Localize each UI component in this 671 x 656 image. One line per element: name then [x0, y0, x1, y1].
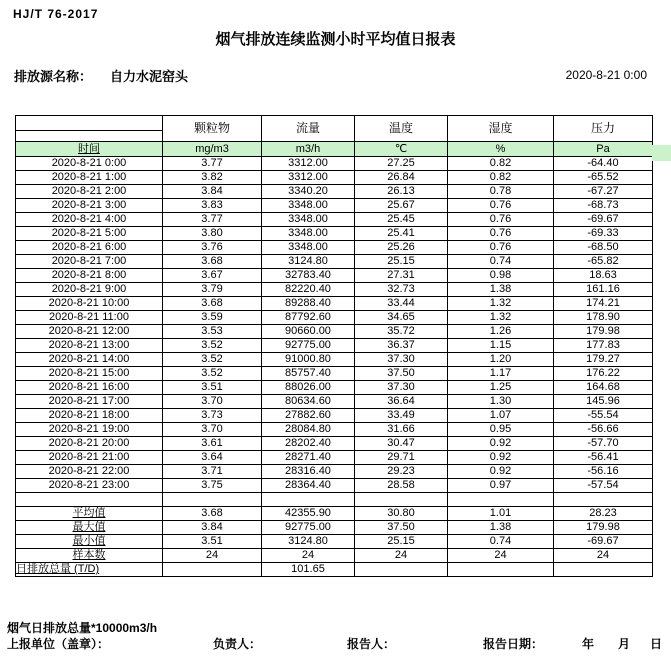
time-cell: 2020-8-21 12:00 — [16, 325, 163, 339]
value-cell: 3.68 — [163, 297, 262, 311]
corner-cell-bottom — [16, 131, 163, 142]
value-cell: -69.33 — [554, 227, 653, 241]
value-cell: 37.50 — [355, 367, 448, 381]
table-row — [16, 423, 653, 437]
value-cell: 3.71 — [163, 465, 262, 479]
summary-value-cell: 0.74 — [448, 535, 554, 549]
empty-cell — [262, 493, 355, 507]
value-cell: 3348.00 — [262, 199, 355, 213]
column-header-humidity: 湿度 — [448, 116, 554, 142]
value-cell: 89288.40 — [262, 297, 355, 311]
summary-value-cell: -69.67 — [554, 535, 653, 549]
table-row — [16, 311, 653, 325]
value-cell: 28364.40 — [262, 479, 355, 493]
time-header-label: 时间 — [78, 142, 100, 155]
summary-label: 最小值 — [72, 535, 106, 547]
table-row — [16, 479, 653, 493]
time-cell: 2020-8-21 9:00 — [16, 283, 163, 297]
summary-value-cell: 28.23 — [554, 507, 653, 521]
value-cell: -56.66 — [554, 423, 653, 437]
time-cell: 2020-8-21 20:00 — [16, 437, 163, 451]
value-cell: 31.66 — [355, 423, 448, 437]
value-cell: 3.67 — [163, 269, 262, 283]
table-row — [16, 213, 653, 227]
value-cell: 0.92 — [448, 437, 554, 451]
table-row — [16, 255, 653, 269]
spacer-row — [16, 493, 653, 507]
summary-row — [16, 563, 653, 577]
value-cell: 33.49 — [355, 409, 448, 423]
value-cell: 1.17 — [448, 367, 554, 381]
summary-value-cell: 24 — [355, 549, 448, 563]
value-cell: 80634.60 — [262, 395, 355, 409]
table-row — [16, 339, 653, 353]
summary-value-cell: 24 — [554, 549, 653, 563]
value-cell: 25.41 — [355, 227, 448, 241]
unit-cell-pressure: Pa — [554, 142, 653, 157]
value-cell: 0.97 — [448, 479, 554, 493]
value-cell: 1.38 — [448, 283, 554, 297]
source-name-value: 自力水泥窑头 — [110, 69, 189, 84]
table-row — [16, 283, 653, 297]
time-cell: 2020-8-21 18:00 — [16, 409, 163, 423]
value-cell: 28271.40 — [262, 451, 355, 465]
value-cell: 90660.00 — [262, 325, 355, 339]
value-cell: 164.68 — [554, 381, 653, 395]
value-cell: 0.92 — [448, 451, 554, 465]
time-cell: 2020-8-21 14:00 — [16, 353, 163, 367]
corner-cell-top — [16, 116, 163, 131]
source-name-label: 排放源名称： — [14, 69, 93, 84]
value-cell: 91000.80 — [262, 353, 355, 367]
value-cell: 3.70 — [163, 423, 262, 437]
value-cell: 25.67 — [355, 199, 448, 213]
summary-value-cell: 3.68 — [163, 507, 262, 521]
value-cell: 1.20 — [448, 353, 554, 367]
summary-label-cell — [16, 507, 163, 521]
time-cell: 2020-8-21 8:00 — [16, 269, 163, 283]
unit-cell-particulate: mg/m3 — [163, 142, 262, 157]
pollutant-header-row — [16, 116, 653, 131]
footer-note: 烟气日排放总量*10000m3/h — [7, 621, 158, 635]
value-cell: 0.95 — [448, 423, 554, 437]
report-timestamp: 2020-8-21 0:00 — [565, 68, 647, 82]
value-cell: -68.73 — [554, 199, 653, 213]
value-cell: 27.25 — [355, 157, 448, 171]
time-cell: 2020-8-21 11:00 — [16, 311, 163, 325]
empty-cell — [554, 493, 653, 507]
value-cell: 3312.00 — [262, 171, 355, 185]
summary-row — [16, 549, 653, 563]
value-cell: 0.76 — [448, 241, 554, 255]
value-cell: 1.32 — [448, 311, 554, 325]
summary-row — [16, 535, 653, 549]
month-label: 月 — [618, 637, 631, 651]
time-cell: 2020-8-21 6:00 — [16, 241, 163, 255]
responsible-person-label: 负责人： — [213, 637, 262, 651]
value-cell: 3.52 — [163, 353, 262, 367]
value-cell: 25.26 — [355, 241, 448, 255]
summary-value-cell: 24 — [163, 549, 262, 563]
value-cell: 37.30 — [355, 381, 448, 395]
value-cell: 3.68 — [163, 255, 262, 269]
value-cell: 0.82 — [448, 171, 554, 185]
value-cell: -56.41 — [554, 451, 653, 465]
value-cell: 1.07 — [448, 409, 554, 423]
summary-value-cell: 1.01 — [448, 507, 554, 521]
value-cell: 177.83 — [554, 339, 653, 353]
table-row — [16, 297, 653, 311]
summary-value-cell — [554, 563, 653, 577]
value-cell: 27882.60 — [262, 409, 355, 423]
value-cell: 87792.60 — [262, 311, 355, 325]
table-row — [16, 325, 653, 339]
value-cell: 179.98 — [554, 325, 653, 339]
time-cell: 2020-8-21 19:00 — [16, 423, 163, 437]
summary-value-cell: 42355.90 — [262, 507, 355, 521]
value-cell: 0.78 — [448, 185, 554, 199]
value-cell: 18.63 — [554, 269, 653, 283]
value-cell: 3312.00 — [262, 157, 355, 171]
value-cell: 174.21 — [554, 297, 653, 311]
reporter-label: 报告人： — [347, 637, 396, 651]
value-cell: -57.54 — [554, 479, 653, 493]
time-cell: 2020-8-21 10:00 — [16, 297, 163, 311]
value-cell: 0.92 — [448, 465, 554, 479]
value-cell: 3.77 — [163, 157, 262, 171]
value-cell: 1.26 — [448, 325, 554, 339]
day-label: 日 — [650, 637, 663, 651]
table-row — [16, 157, 653, 171]
summary-value-cell: 179.98 — [554, 521, 653, 535]
value-cell: 0.74 — [448, 255, 554, 269]
table-row — [16, 409, 653, 423]
value-cell: 82220.40 — [262, 283, 355, 297]
unit-row-overflow-strip — [652, 145, 671, 161]
value-cell: 3.76 — [163, 241, 262, 255]
value-cell: 3.61 — [163, 437, 262, 451]
value-cell: -55.54 — [554, 409, 653, 423]
monitoring-table — [15, 115, 653, 577]
time-header-cell — [16, 142, 163, 157]
summary-label-cell — [16, 563, 163, 577]
empty-cell — [355, 493, 448, 507]
value-cell: 3348.00 — [262, 241, 355, 255]
value-cell: -65.52 — [554, 171, 653, 185]
summary-value-cell: 92775.00 — [262, 521, 355, 535]
table-row — [16, 241, 653, 255]
time-cell: 2020-8-21 3:00 — [16, 199, 163, 213]
summary-value-cell — [448, 563, 554, 577]
value-cell: 25.15 — [355, 255, 448, 269]
table-row — [16, 171, 653, 185]
value-cell: 28202.40 — [262, 437, 355, 451]
value-cell: 3.52 — [163, 339, 262, 353]
table-row — [16, 395, 653, 409]
time-cell: 2020-8-21 2:00 — [16, 185, 163, 199]
value-cell: 3.75 — [163, 479, 262, 493]
summary-label: 日排放总量 (T/D) — [16, 563, 100, 575]
value-cell: 0.76 — [448, 213, 554, 227]
time-cell: 2020-8-21 4:00 — [16, 213, 163, 227]
value-cell: 92775.00 — [262, 339, 355, 353]
emission-source-line — [14, 66, 188, 85]
summary-value-cell: 25.15 — [355, 535, 448, 549]
time-cell: 2020-8-21 22:00 — [16, 465, 163, 479]
summary-value-cell: 24 — [448, 549, 554, 563]
value-cell: 0.76 — [448, 227, 554, 241]
value-cell: 28.58 — [355, 479, 448, 493]
value-cell: 3.73 — [163, 409, 262, 423]
summary-value-cell: 24 — [262, 549, 355, 563]
value-cell: -65.82 — [554, 255, 653, 269]
value-cell: 3.64 — [163, 451, 262, 465]
value-cell: 0.76 — [448, 199, 554, 213]
empty-cell — [163, 493, 262, 507]
value-cell: 37.30 — [355, 353, 448, 367]
column-header-temperature: 温度 — [355, 116, 448, 142]
table-row — [16, 451, 653, 465]
time-cell: 2020-8-21 23:00 — [16, 479, 163, 493]
time-cell: 2020-8-21 17:00 — [16, 395, 163, 409]
value-cell: 28084.80 — [262, 423, 355, 437]
value-cell: 35.72 — [355, 325, 448, 339]
summary-label-cell — [16, 535, 163, 549]
value-cell: 179.27 — [554, 353, 653, 367]
table-row — [16, 353, 653, 367]
value-cell: 28316.40 — [262, 465, 355, 479]
value-cell: 3348.00 — [262, 227, 355, 241]
summary-value-cell — [355, 563, 448, 577]
table-row — [16, 227, 653, 241]
value-cell: 3340.20 — [262, 185, 355, 199]
value-cell: 3124.80 — [262, 255, 355, 269]
table-row — [16, 185, 653, 199]
table-row — [16, 367, 653, 381]
time-cell: 2020-8-21 0:00 — [16, 157, 163, 171]
value-cell: 34.65 — [355, 311, 448, 325]
value-cell: -69.67 — [554, 213, 653, 227]
summary-label: 最大值 — [72, 521, 106, 533]
summary-value-cell: 30.80 — [355, 507, 448, 521]
value-cell: 3.79 — [163, 283, 262, 297]
summary-label: 平均值 — [72, 507, 106, 519]
value-cell: -57.70 — [554, 437, 653, 451]
value-cell: 3.53 — [163, 325, 262, 339]
summary-label-cell — [16, 521, 163, 535]
value-cell: 25.45 — [355, 213, 448, 227]
table-row — [16, 381, 653, 395]
year-label: 年 — [582, 637, 595, 651]
value-cell: 1.30 — [448, 395, 554, 409]
value-cell: 3.84 — [163, 185, 262, 199]
time-cell: 2020-8-21 13:00 — [16, 339, 163, 353]
value-cell: 3.83 — [163, 199, 262, 213]
value-cell: 3.51 — [163, 381, 262, 395]
column-header-flow: 流量 — [262, 116, 355, 142]
value-cell: 32.73 — [355, 283, 448, 297]
value-cell: 3348.00 — [262, 213, 355, 227]
value-cell: 3.59 — [163, 311, 262, 325]
signature-line — [0, 635, 671, 651]
value-cell: 1.25 — [448, 381, 554, 395]
summary-row — [16, 507, 653, 521]
value-cell: 0.82 — [448, 157, 554, 171]
value-cell: 85757.40 — [262, 367, 355, 381]
column-header-particulate: 颗粒物 — [163, 116, 262, 142]
empty-cell — [16, 493, 163, 507]
summary-value-cell: 101.65 — [262, 563, 355, 577]
summary-value-cell: 1.38 — [448, 521, 554, 535]
value-cell: 161.16 — [554, 283, 653, 297]
time-cell: 2020-8-21 21:00 — [16, 451, 163, 465]
column-header-pressure: 压力 — [554, 116, 653, 142]
value-cell: 36.64 — [355, 395, 448, 409]
value-cell: -56.16 — [554, 465, 653, 479]
table-row — [16, 199, 653, 213]
value-cell: 1.15 — [448, 339, 554, 353]
time-cell: 2020-8-21 15:00 — [16, 367, 163, 381]
value-cell: 3.77 — [163, 213, 262, 227]
table-header — [16, 116, 653, 157]
time-cell: 2020-8-21 1:00 — [16, 171, 163, 185]
value-cell: 29.23 — [355, 465, 448, 479]
value-cell: 30.47 — [355, 437, 448, 451]
value-cell: -64.40 — [554, 157, 653, 171]
value-cell: 36.37 — [355, 339, 448, 353]
value-cell: 178.90 — [554, 311, 653, 325]
time-cell: 2020-8-21 5:00 — [16, 227, 163, 241]
summary-value-cell: 3.84 — [163, 521, 262, 535]
value-cell: 29.71 — [355, 451, 448, 465]
value-cell: 27.31 — [355, 269, 448, 283]
value-cell: 26.13 — [355, 185, 448, 199]
data-rows — [16, 157, 653, 493]
report-date-label: 报告日期： — [483, 637, 544, 651]
value-cell: 176.22 — [554, 367, 653, 381]
table-row — [16, 465, 653, 479]
value-cell: 88026.00 — [262, 381, 355, 395]
summary-value-cell: 3124.80 — [262, 535, 355, 549]
summary-section — [16, 493, 653, 577]
summary-label: 样本数 — [72, 549, 106, 561]
value-cell: 3.70 — [163, 395, 262, 409]
value-cell: 0.98 — [448, 269, 554, 283]
value-cell: 3.52 — [163, 367, 262, 381]
summary-value-cell — [163, 563, 262, 577]
table-row — [16, 437, 653, 451]
time-cell: 2020-8-21 16:00 — [16, 381, 163, 395]
report-unit-label: 上报单位（盖章）： — [7, 637, 110, 651]
unit-cell-temperature: ℃ — [355, 142, 448, 157]
value-cell: 3.82 — [163, 171, 262, 185]
summary-row — [16, 521, 653, 535]
summary-label-cell — [16, 549, 163, 563]
value-cell: 3.80 — [163, 227, 262, 241]
value-cell: -67.27 — [554, 185, 653, 199]
summary-value-cell: 3.51 — [163, 535, 262, 549]
unit-cell-flow: m3/h — [262, 142, 355, 157]
value-cell: 145.96 — [554, 395, 653, 409]
table-row — [16, 269, 653, 283]
unit-header-row — [16, 142, 653, 157]
value-cell: 1.32 — [448, 297, 554, 311]
standard-code: HJ/T 76-2017 — [13, 7, 99, 21]
time-cell: 2020-8-21 7:00 — [16, 255, 163, 269]
empty-cell — [448, 493, 554, 507]
value-cell: 33.44 — [355, 297, 448, 311]
value-cell: 26.84 — [355, 171, 448, 185]
summary-value-cell: 37.50 — [355, 521, 448, 535]
page-title: 烟气排放连续监测小时平均值日报表 — [215, 31, 456, 48]
value-cell: 32783.40 — [262, 269, 355, 283]
value-cell: -68.50 — [554, 241, 653, 255]
unit-cell-humidity: % — [448, 142, 554, 157]
